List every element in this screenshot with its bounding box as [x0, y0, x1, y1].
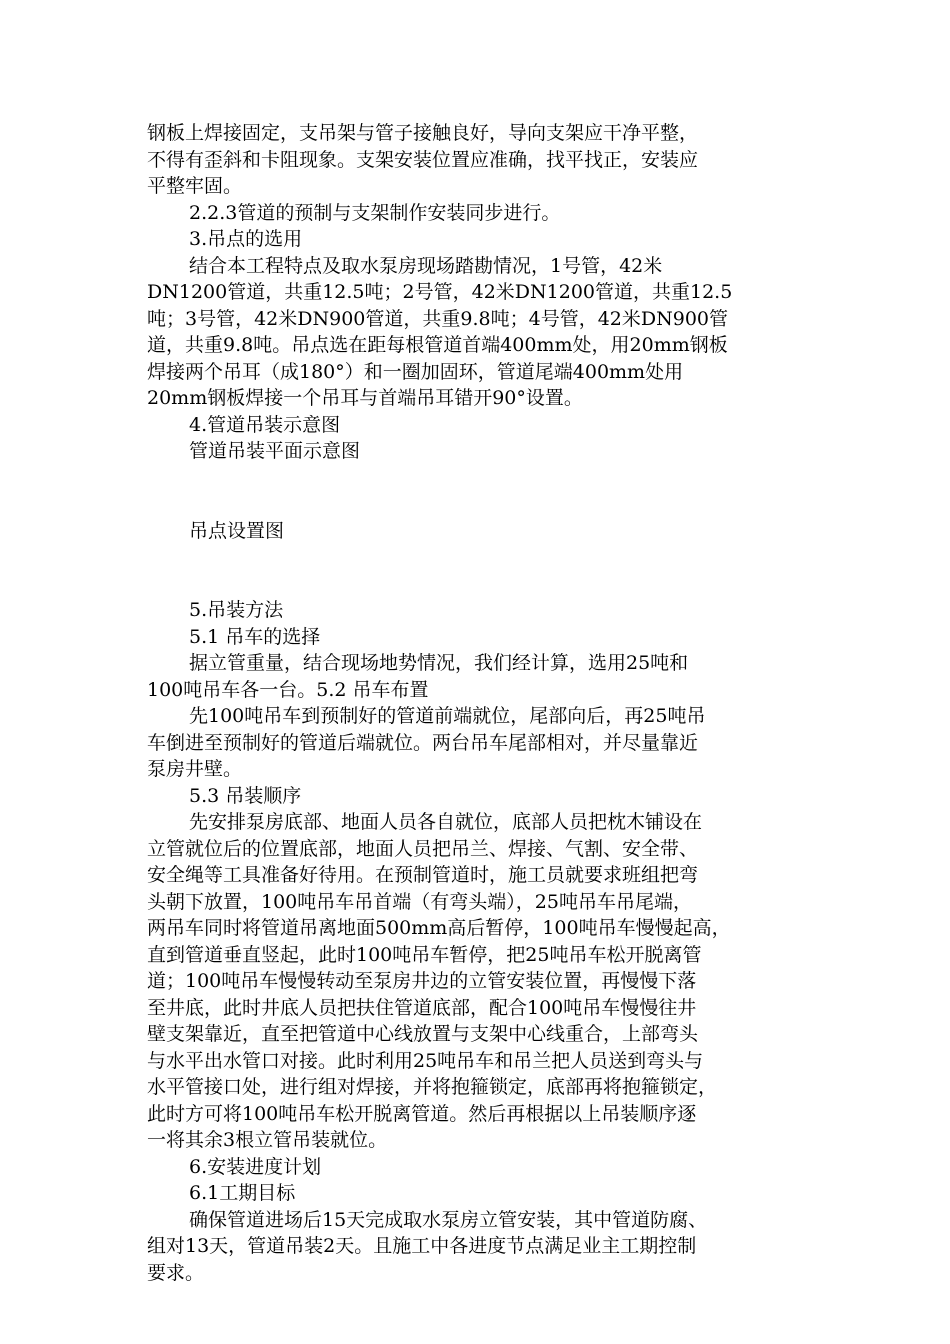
text-line: 组对13天，管道吊装2天。且施工中各进度节点满足业主工期控制 — [147, 1235, 697, 1257]
text-line: 道；100吨吊车慢慢转动至泵房井边的立管安装位置，再慢慢下落 — [147, 970, 697, 992]
text-line: 3.吊点的选用 — [189, 228, 303, 250]
blank-line — [147, 544, 807, 571]
text-line: 一将其余3根立管吊装就位。 — [147, 1129, 388, 1151]
text-line: 安全绳等工具准备好待用。在预制管道时，施工员就要求班组把弯 — [147, 864, 699, 886]
text-line: 100吨吊车各一台。5.2 吊车布置 — [147, 678, 429, 701]
text-line: 壁支架靠近，直至把管道中心线放置与支架中心线重合，上部弯头 — [147, 1023, 699, 1045]
text-line: 确保管道进场后15天完成取水泵房立管安装，其中管道防腐、 — [189, 1208, 708, 1231]
text-line: 两吊车同时将管道吊离地面500mm高后暂停，100吨吊车慢慢起高， — [147, 917, 731, 939]
blank-line — [147, 491, 807, 518]
text-line: 先100吨吊车到预制好的管道前端就位，尾部向后，再25吨吊 — [189, 705, 706, 727]
text-line: 至井底，此时井底人员把扶住管道底部，配合100吨吊车慢慢往井 — [147, 996, 697, 1019]
text-line: 水平管接口处，进行组对焊接，并将抱箍锁定，底部再将抱箍锁定， — [147, 1076, 718, 1098]
blank-line — [147, 465, 807, 492]
text-line: 结合本工程特点及取水泵房现场踏勘情况，1号管，42米 — [189, 254, 663, 277]
text-line: 管道吊装平面示意图 — [189, 440, 361, 462]
text-line: 道，共重9.8吨。吊点选在距每根管道首端400mm处，用20mm钢板 — [147, 334, 728, 356]
text-line: 吊点设置图 — [189, 519, 285, 542]
text-line: 据立管重量，结合现场地势情况，我们经计算，选用25吨和 — [189, 652, 689, 674]
text-line: 5.吊装方法 — [189, 599, 284, 621]
text-line: 20mm钢板焊接一个吊耳与首端吊耳错开90°设置。 — [147, 387, 583, 409]
text-line: DN1200管道，共重12.5吨；2号管，42米DN1200管道，共重12.5 — [147, 281, 733, 303]
document-page — [147, 120, 807, 1286]
text-line: 不得有歪斜和卡阻现象。支架安装位置应准确，找平找正，安装应 — [147, 148, 699, 171]
text-line: 5.3 吊装顺序 — [189, 784, 302, 807]
text-line: 钢板上焊接固定，支吊架与管子接触良好，导向支架应干净平整， — [147, 122, 699, 144]
text-line: 车倒进至预制好的管道后端就位。两台吊车尾部相对，并尽量靠近 — [147, 731, 699, 754]
text-line: 2.2.3管道的预制与支架制作安装同步进行。 — [189, 201, 561, 224]
text-line: 立管就位后的位置底部，地面人员把吊兰、焊接、气割、安全带、 — [147, 837, 699, 860]
text-line: 直到管道垂直竖起，此时100吨吊车暂停，把25吨吊车松开脱离管 — [147, 943, 702, 966]
text-line: 焊接两个吊耳（成180°）和一圈加固环，管道尾端400mm处用 — [147, 360, 684, 383]
text-line: 平整牢固。 — [147, 175, 243, 197]
text-line: 头朝下放置，100吨吊车吊首端（有弯头端），25吨吊车吊尾端， — [147, 890, 692, 913]
text-line: 要求。 — [147, 1261, 205, 1284]
text-line: 6.安装进度计划 — [189, 1155, 322, 1178]
text-line: 先安排泵房底部、地面人员各自就位，底部人员把枕木铺设在 — [189, 811, 703, 833]
blank-line — [147, 571, 807, 598]
text-line: 4.管道吊装示意图 — [189, 413, 341, 436]
text-line: 5.1 吊车的选择 — [189, 625, 321, 648]
text-line: 此时方可将100吨吊车松开脱离管道。然后再根据以上吊装顺序逐 — [147, 1102, 697, 1125]
text-line: 与水平出水管口对接。此时利用25吨吊车和吊兰把人员送到弯头与 — [147, 1049, 704, 1072]
text-line: 吨；3号管，42米DN900管道，共重9.8吨；4号管，42米DN900管 — [147, 307, 728, 330]
text-line: 6.1工期目标 — [189, 1182, 296, 1204]
text-line: 泵房井壁。 — [147, 758, 243, 780]
